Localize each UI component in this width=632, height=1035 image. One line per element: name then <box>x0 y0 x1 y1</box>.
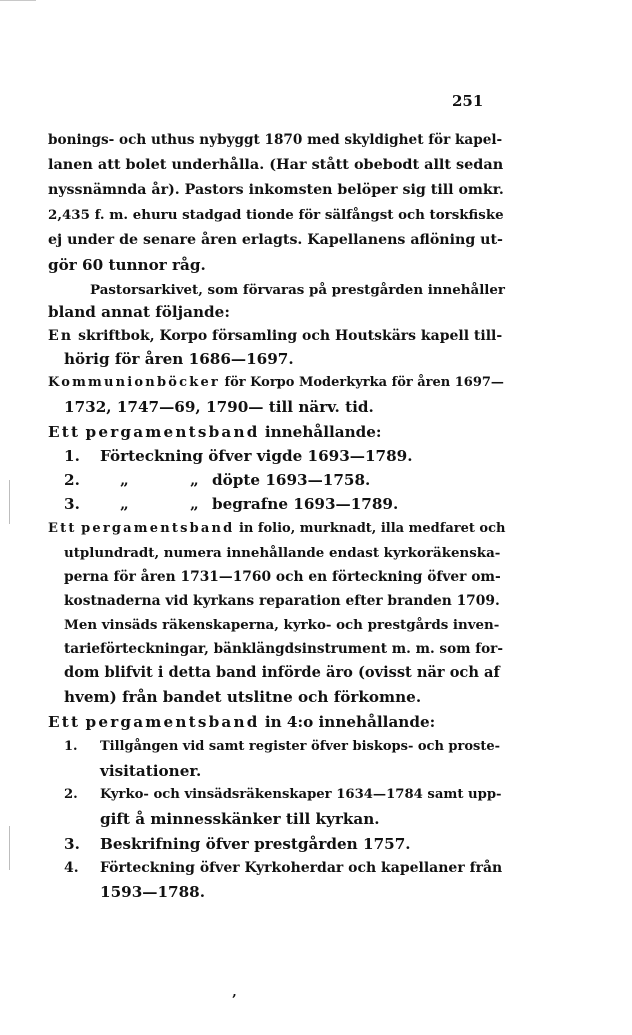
list-number: 2. <box>64 471 80 489</box>
text-line: Pastorsarkivet, som förvaras på prestgården innehåller <box>90 282 505 298</box>
list-number: 1. <box>64 739 78 754</box>
list-item <box>64 834 411 854</box>
entry-lead: Ett <box>48 521 77 536</box>
entry-text: för Korpo Moderkyrka för åren 1697— <box>224 375 504 390</box>
entry-skriftbok <box>48 326 502 346</box>
page-number: 251 <box>452 92 484 110</box>
text-line: bland annat följande: <box>48 303 230 321</box>
entry-text: in 4:o innehållande: <box>264 713 436 731</box>
text-line: Men vinsäds räkenskaperna, kyrko- och prestgårds inven- <box>64 617 500 633</box>
list-text: begrafne 1693—1789. <box>212 495 399 513</box>
list-text: Förteckning öfver vigde 1693—1789. <box>100 447 413 465</box>
text-line: bonings- och uthus nybyggt 1870 med skyldighet för kapel- <box>48 132 503 148</box>
entry-pergament-3 <box>48 712 435 732</box>
list-item <box>64 446 413 466</box>
list-text: Kyrko- och vinsädsräkenskaper 1634—1784 samt upp- <box>100 787 502 802</box>
entry-lead: pergamentsband <box>85 713 260 731</box>
text-line: hörig för åren 1686—1697. <box>64 350 294 368</box>
text-line: utplundradt, numera innehållande endast kyrkoräkenska- <box>64 545 501 561</box>
list-text: Förteckning öfver Kyrkoherdar och kapellaner från <box>100 860 503 876</box>
text-line: hvem) från bandet utslitne och förkomne. <box>64 688 422 706</box>
stray-mark: ‚ <box>232 984 237 1000</box>
text-line: 1732, 1747—69, 1790— till närv. tid. <box>64 398 374 416</box>
text-line: ej under de senare åren erlagts. Kapellanens aflöning ut- <box>48 232 503 248</box>
list-text: döpte 1693—1758. <box>212 471 371 489</box>
ditto-mark: „ <box>120 471 129 489</box>
entry-text: skriftbok, Korpo församling och Houtskärs kapell till- <box>78 328 503 344</box>
entry-lead: Ett <box>48 423 81 441</box>
list-text: Tillgången vid samt register öfver biskops- och proste- <box>100 739 501 754</box>
text-line: lanen att bolet underhålla. (Har stått obebodt allt sedan <box>48 156 504 173</box>
text-line: tarieförteckningar, bänklängdsinstrument m. m. som for- <box>64 641 503 657</box>
list-number: 2. <box>64 787 78 802</box>
list-item <box>64 858 502 878</box>
text-line: gift å minnesskänker till kyrkan. <box>100 810 380 828</box>
text-line: dom blifvit i detta band införde äro (ovisst när och af <box>64 664 500 681</box>
entry-lead: pergamentsband <box>85 423 260 441</box>
entry-kommunion <box>48 373 504 393</box>
text-line: 2,435 f. m. ehuru stadgad tionde för sälfångst och torskfiske <box>48 207 504 223</box>
list-text: Beskrifning öfver prestgården 1757. <box>100 835 411 853</box>
list-number: 3. <box>64 835 80 853</box>
margin-mark <box>9 826 10 870</box>
list-item <box>64 737 500 757</box>
entry-pergament-2 <box>48 519 505 539</box>
entry-lead: Kommunionböcker <box>48 375 220 390</box>
text-line: kostnaderna vid kyrkans reparation efter branden 1709. <box>64 593 500 609</box>
text-line: 1593—1788. <box>100 883 206 901</box>
text-line: perna för åren 1731—1760 och en förteckning öfver om- <box>64 569 501 585</box>
entry-text: in folio, murknadt, illa medfaret och <box>238 521 506 536</box>
entry-lead: Ett <box>48 713 81 731</box>
list-item <box>64 785 502 805</box>
margin-mark <box>9 480 10 524</box>
list-item <box>64 494 398 514</box>
entry-pergament-1 <box>48 422 382 442</box>
list-item <box>64 470 370 490</box>
entry-text: innehållande: <box>264 423 382 441</box>
text-line: nyssnämnda år). Pastors inkomsten belöper sig till omkr. <box>48 182 504 198</box>
text-line: visitationer. <box>100 762 202 780</box>
list-number: 4. <box>64 860 79 876</box>
ditto-mark: „ <box>190 495 199 513</box>
scan-edge-rule <box>0 0 36 1</box>
list-number: 3. <box>64 495 80 513</box>
entry-lead: En <box>48 328 74 344</box>
entry-lead: pergamentsband <box>81 521 235 536</box>
list-number: 1. <box>64 447 80 465</box>
text-line: gör 60 tunnor råg. <box>48 256 206 274</box>
ditto-mark: „ <box>190 471 199 489</box>
ditto-mark: „ <box>120 495 129 513</box>
